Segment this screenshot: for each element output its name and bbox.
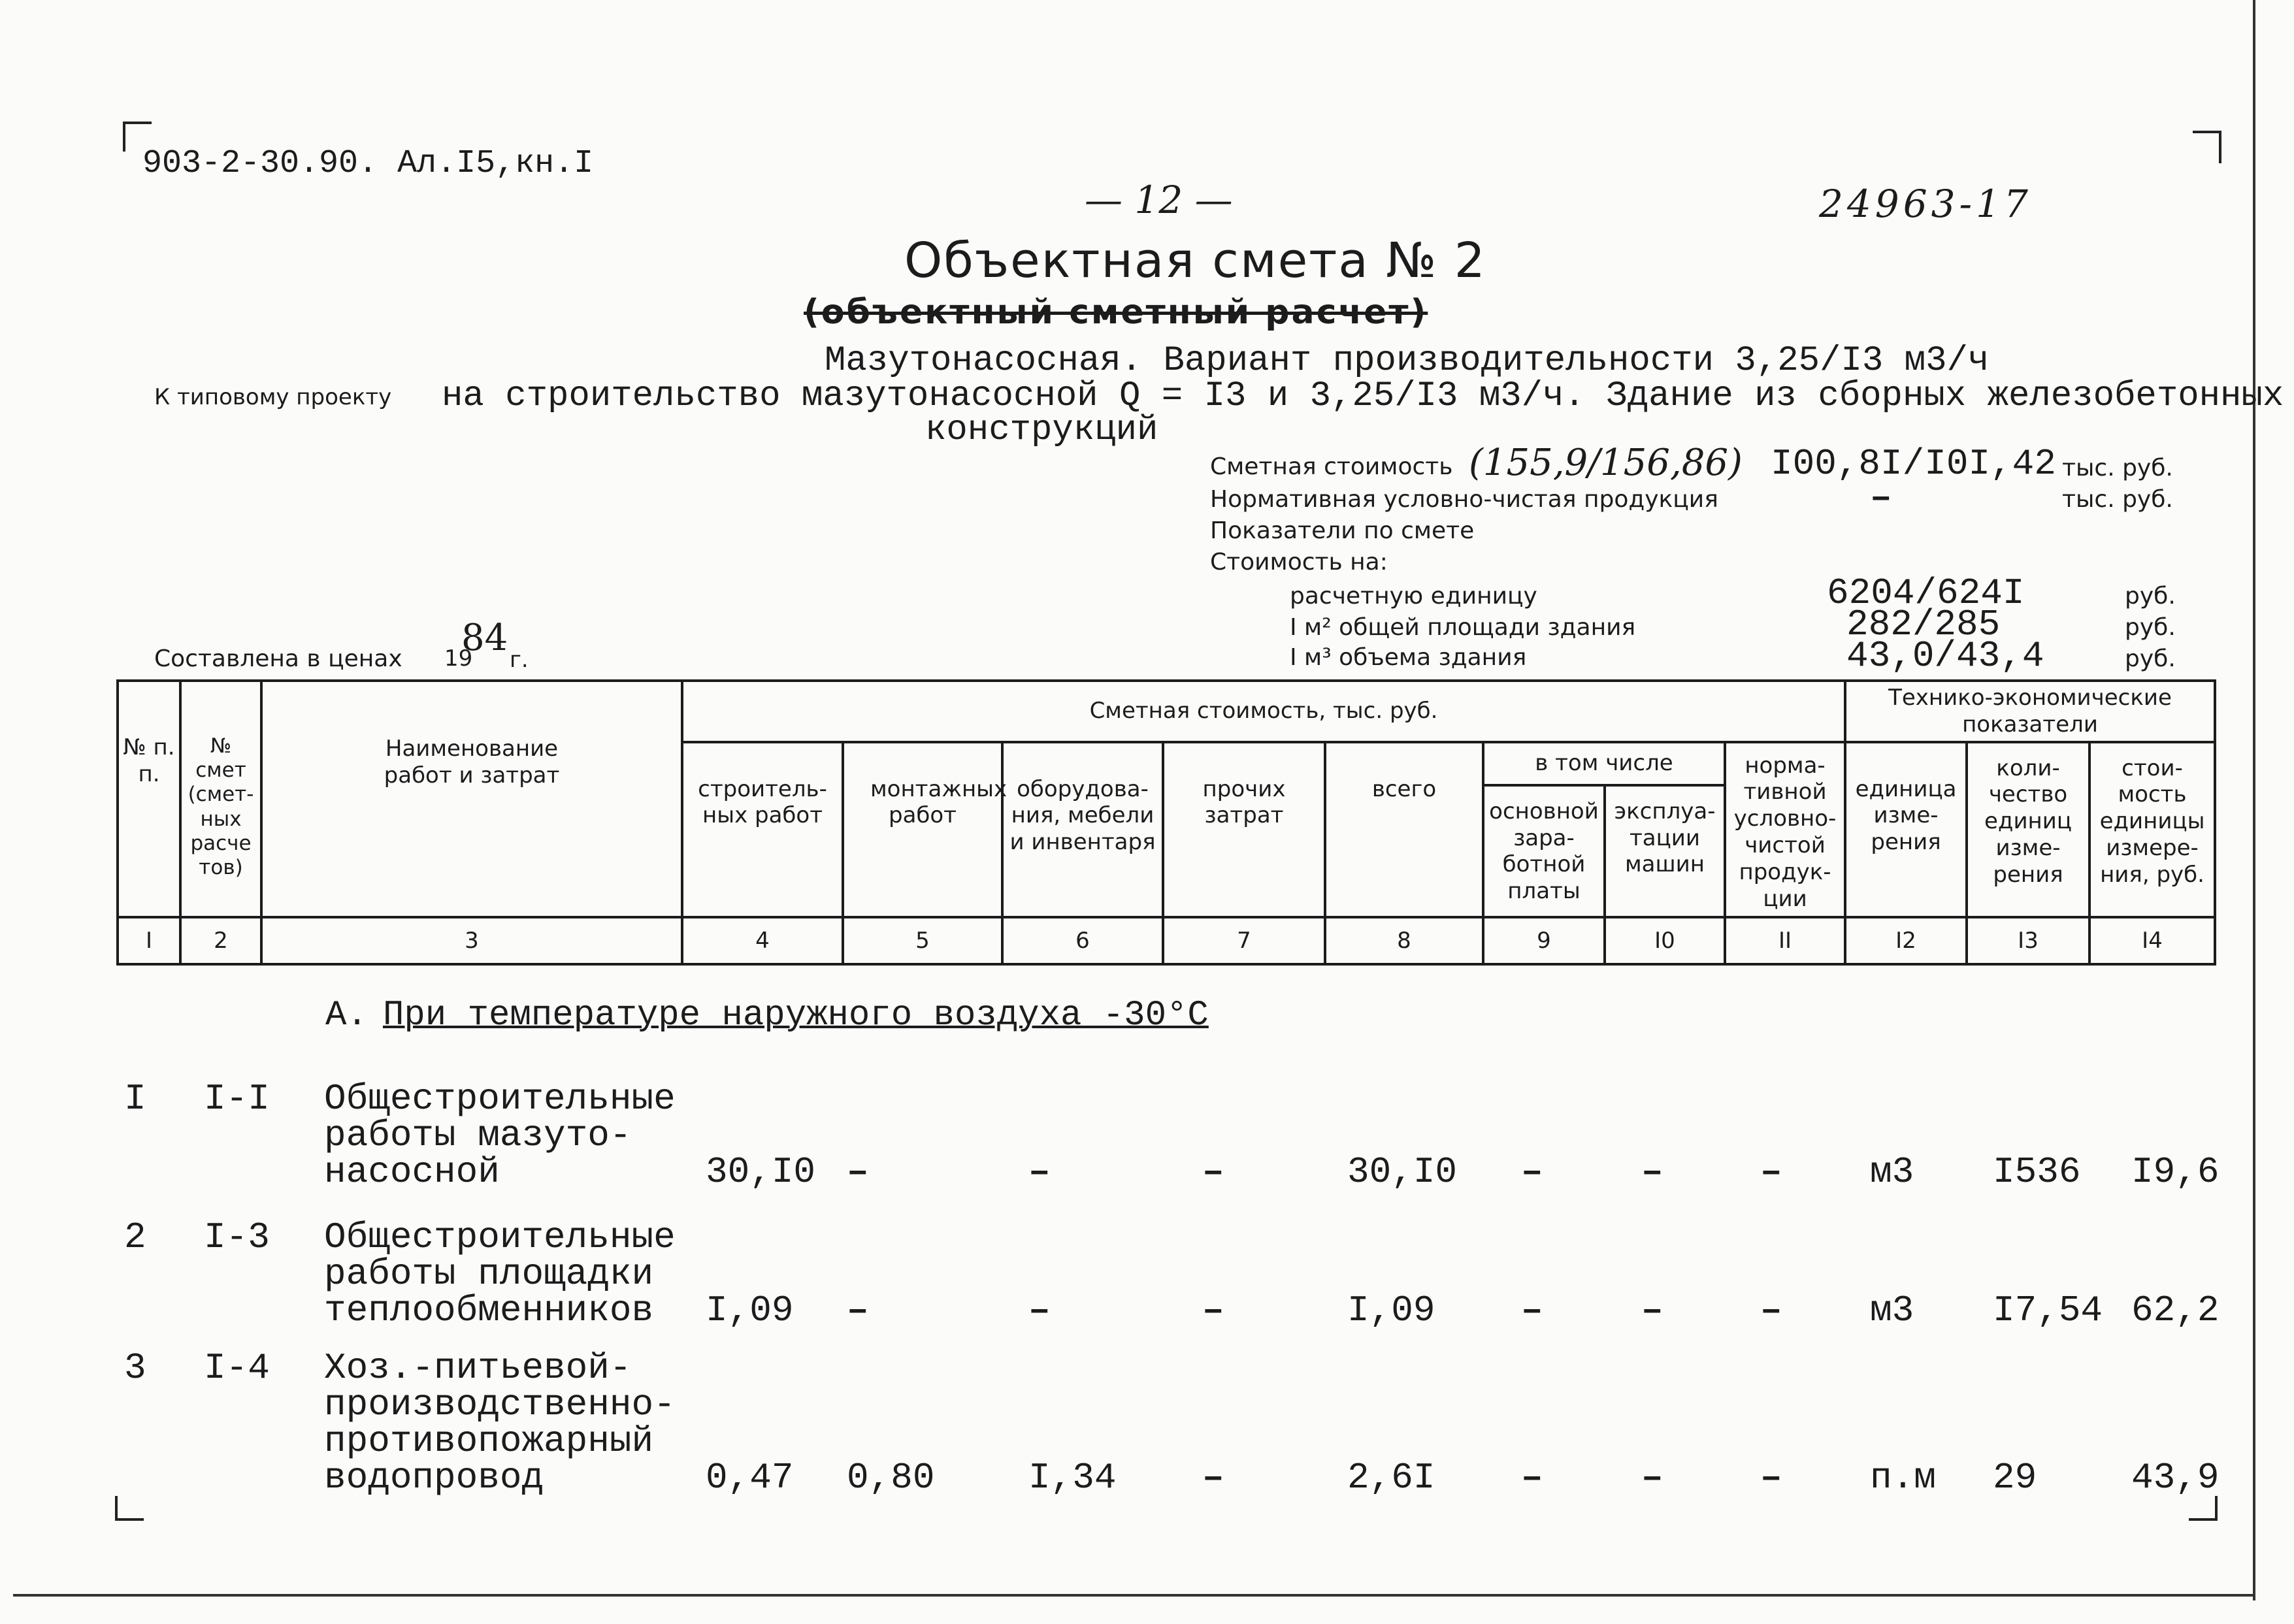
row-c13-value: I7,54 [1993, 1290, 2103, 1331]
row-number: 3 [124, 1347, 146, 1389]
row-c6-value: – [1028, 1151, 1051, 1193]
row-work-name: водопровод [324, 1457, 544, 1499]
cost-unit: тыс. руб. [2062, 455, 2173, 481]
row-c12-value: п.м [1870, 1457, 1936, 1499]
row-c14-value: 43,9 [2131, 1457, 2220, 1499]
row-c9-value: – [1521, 1457, 1543, 1499]
unit-cost-label: расчетную единицу [1290, 583, 1537, 609]
row-c14-value: 62,2 [2131, 1290, 2220, 1331]
object-subtitle: Мазутонасосная. Вариант производительности 3,25/I3 м3/ч [825, 341, 1990, 381]
row-c11-value: – [1760, 1457, 1782, 1499]
header-col-11: норма-тивной условно-чистой продук-ции [1725, 742, 1845, 918]
norm-value: – [1870, 477, 1892, 519]
row-c7-value: – [1202, 1290, 1224, 1331]
cost-value: I00,8I/I0I,42 [1771, 443, 2056, 485]
header-col-8: всего [1325, 742, 1483, 918]
header-col-9: основной зара-ботной платы [1483, 785, 1605, 918]
row-estimate-ref: I-4 [204, 1347, 270, 1389]
header-group-tech: Технико-экономические показатели [1845, 681, 2215, 742]
col-number: 5 [843, 917, 1002, 964]
col-number: I [118, 917, 180, 964]
row-estimate-ref: I-3 [204, 1216, 270, 1258]
col-number: 6 [1002, 917, 1163, 964]
row-number: 2 [124, 1216, 146, 1258]
corner-mark-top-right [2193, 131, 2221, 163]
row-c9-value: – [1521, 1290, 1543, 1331]
header-col-10: эксплуа-тации машин [1605, 785, 1725, 918]
row-work-name: производственно- [324, 1384, 676, 1425]
row-c11-value: – [1760, 1151, 1782, 1193]
row-c14-value: I9,6 [2131, 1151, 2220, 1193]
row-c4-value: I,09 [706, 1290, 794, 1331]
page-border-right [2253, 0, 2255, 1600]
volume-cost-value: 43,0/43,4 [1846, 635, 2044, 677]
row-c12-value: м3 [1870, 1290, 1914, 1331]
header-group-including: в том числе [1483, 742, 1725, 785]
norm-label: Нормативная условно-чистая продукция [1210, 486, 1718, 513]
page-number: — 12 — [1085, 178, 1233, 222]
corner-mark-bottom-left [115, 1496, 144, 1521]
row-c7-value: – [1202, 1151, 1224, 1193]
row-work-name: работы площадки [324, 1253, 654, 1295]
row-c6-value: I,34 [1028, 1457, 1117, 1499]
col-number: 3 [261, 917, 682, 964]
col-number: 9 [1483, 917, 1605, 964]
project-line-1: на строительство мазутонасосной Q = I3 и 3,25/I3 м3/ч. Здание из сборных железобетонных [442, 376, 2284, 416]
header-col-1: № п. п. [118, 681, 180, 917]
row-c6-value: – [1028, 1290, 1051, 1331]
row-c5-value: – [847, 1290, 869, 1331]
col-number: I0 [1605, 917, 1725, 964]
estimate-table-header [116, 679, 2216, 966]
row-c12-value: м3 [1870, 1151, 1914, 1193]
col-number: II [1725, 917, 1845, 964]
row-c10-value: – [1641, 1457, 1663, 1499]
compiled-year-prefix: 19 [444, 645, 473, 672]
row-c10-value: – [1641, 1151, 1663, 1193]
col-number: 8 [1325, 917, 1483, 964]
row-c8-value: 2,6I [1347, 1457, 1435, 1499]
col-number: I3 [1967, 917, 2089, 964]
header-col-3: Наименование работ и затрат [261, 681, 682, 917]
header-col-13: коли-чество единиц изме-рения [1967, 742, 2089, 918]
row-c11-value: – [1760, 1290, 1782, 1331]
header-col-12: единица изме-рения [1845, 742, 1967, 918]
page-border-bottom [13, 1594, 2255, 1597]
header-group-cost: Сметная стоимость, тыс. руб. [682, 681, 1845, 742]
row-work-name: Общестроительные [324, 1216, 676, 1258]
col-number: 2 [180, 917, 261, 964]
unit-cost-unit: руб. [2125, 583, 2176, 609]
row-work-name: Хоз.-питьевой- [324, 1347, 632, 1389]
row-c8-value: I,09 [1347, 1290, 1435, 1331]
norm-unit: тыс. руб. [2062, 486, 2173, 513]
compiled-year-unit: г. [510, 647, 529, 673]
row-c10-value: – [1641, 1290, 1663, 1331]
document-title: Объектная смета № 2 [904, 233, 1486, 289]
project-line-2: конструкций [925, 410, 1158, 450]
corner-mark-bottom-right [2189, 1496, 2218, 1521]
row-c5-value: – [847, 1151, 869, 1193]
area-cost-value: 282/285 [1846, 604, 2001, 645]
row-c13-value: 29 [1993, 1457, 2037, 1499]
row-c4-value: 30,I0 [706, 1151, 816, 1193]
cost-label: Сметная стоимость [1210, 453, 1453, 480]
header-col-6: оборудова-ния, мебели и инвентаря [1002, 742, 1163, 918]
unit-cost-value: 6204/624I [1827, 572, 2025, 614]
header-col-5: монтажных работ [843, 742, 1002, 918]
header-col-14: стои-мость единицы измере-ния, руб. [2089, 742, 2215, 918]
indicators-label: Показатели по смете [1210, 517, 1475, 544]
cost-handwritten: (155,9/156,86) [1469, 442, 1743, 484]
header-col-2: № смет (смет-ных расче тов) [180, 681, 261, 917]
row-c5-value: 0,80 [847, 1457, 935, 1499]
row-c7-value: – [1202, 1457, 1224, 1499]
row-c8-value: 30,I0 [1347, 1151, 1458, 1193]
section-prefix: А. [325, 996, 368, 1035]
row-c9-value: – [1521, 1151, 1543, 1193]
header-col-7: прочих затрат [1163, 742, 1325, 918]
row-work-name: теплообменников [324, 1290, 654, 1331]
volume-cost-unit: руб. [2125, 645, 2176, 672]
project-prefix: К типовому проекту [154, 384, 392, 410]
row-c13-value: I536 [1993, 1151, 2081, 1193]
volume-cost-label: I м³ объема здания [1290, 644, 1527, 671]
header-number-row [118, 917, 2215, 964]
col-number: 7 [1163, 917, 1325, 964]
col-number: I4 [2089, 917, 2215, 964]
col-number: I2 [1845, 917, 1967, 964]
compiled-label: Составлена в ценах [154, 645, 402, 672]
cost-on-label: Стоимость на: [1210, 549, 1388, 576]
document-code: 903-2-30.90. Ал.I5,кн.I [142, 145, 594, 182]
header-col-4: строитель-ных работ [682, 742, 843, 918]
row-work-name: противопожарный [324, 1420, 654, 1462]
row-work-name: работы мазуто- [324, 1114, 632, 1156]
row-c4-value: 0,47 [706, 1457, 794, 1499]
row-estimate-ref: I-I [204, 1078, 270, 1120]
section-title: При температуре наружного воздуха -30°С [383, 996, 1209, 1035]
row-number: I [124, 1078, 146, 1120]
row-work-name: Общестроительные [324, 1078, 676, 1120]
area-cost-unit: руб. [2125, 614, 2176, 641]
compiled-year-handwritten: 84 [461, 617, 508, 659]
col-number: 4 [682, 917, 843, 964]
row-work-name: насосной [324, 1151, 500, 1193]
area-cost-label: I м² общей площади здания [1290, 614, 1636, 641]
handwritten-document-number: 24963-17 [1819, 182, 2032, 226]
struck-subtitle: (объектный сметный расчет) [804, 293, 1428, 332]
